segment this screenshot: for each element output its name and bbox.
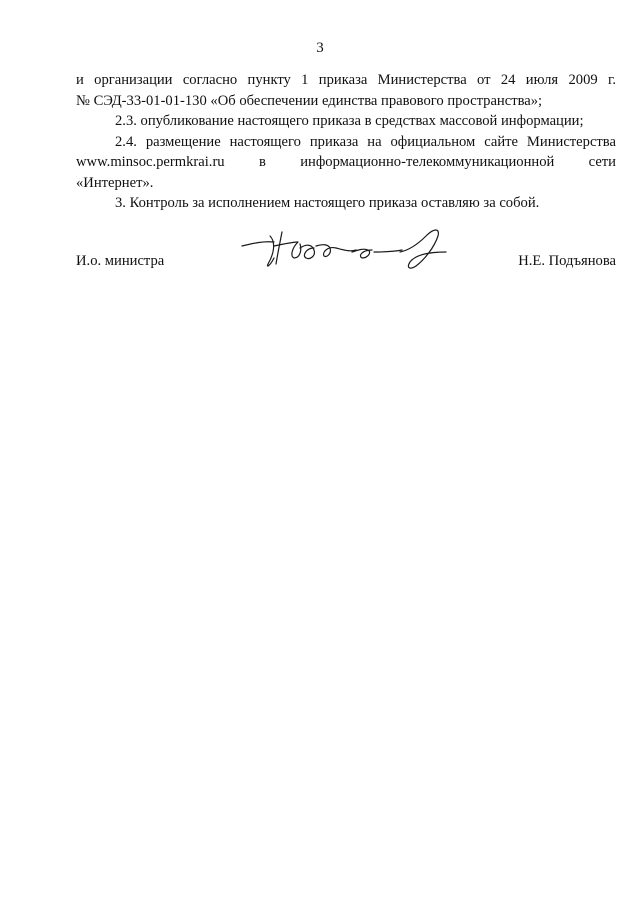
page-number: 3 (316, 40, 324, 56)
paragraph-1 (76, 70, 616, 111)
signatory-name: Н.Е. Подъянова (518, 253, 616, 269)
paragraph-2-4-line-3: «Интернет». (76, 174, 154, 191)
signature-block (76, 253, 616, 275)
paragraph-2-4 (76, 132, 616, 153)
paragraph-1-line-1: и организации согласно пункту 1 приказа Министерства от 24 июля 2009 г. (76, 72, 616, 88)
paragraph-2-4-line-2: www.minsoc.permkrai.ru в информационно-телекоммуникационной сети (76, 152, 616, 173)
paragraph-2-4-line-1: 2.4. размещение настоящего приказа на официальном сайте Министерства (115, 133, 616, 150)
paragraph-2-3: 2.3. опубликование настоящего приказа в средствах массовой информации; (115, 113, 584, 129)
signatory-title: И.о. министра (76, 253, 165, 269)
paragraph-1-line-2: № СЭД-33-01-01-130 «Об обеспечении единства правового пространства»; (76, 92, 543, 109)
document-body (76, 70, 616, 214)
website-link-text: www.minsoc.permkrai.ru (76, 154, 225, 170)
paragraph-3: 3. Контроль за исполнением настоящего приказа оставляю за собой. (115, 195, 540, 211)
